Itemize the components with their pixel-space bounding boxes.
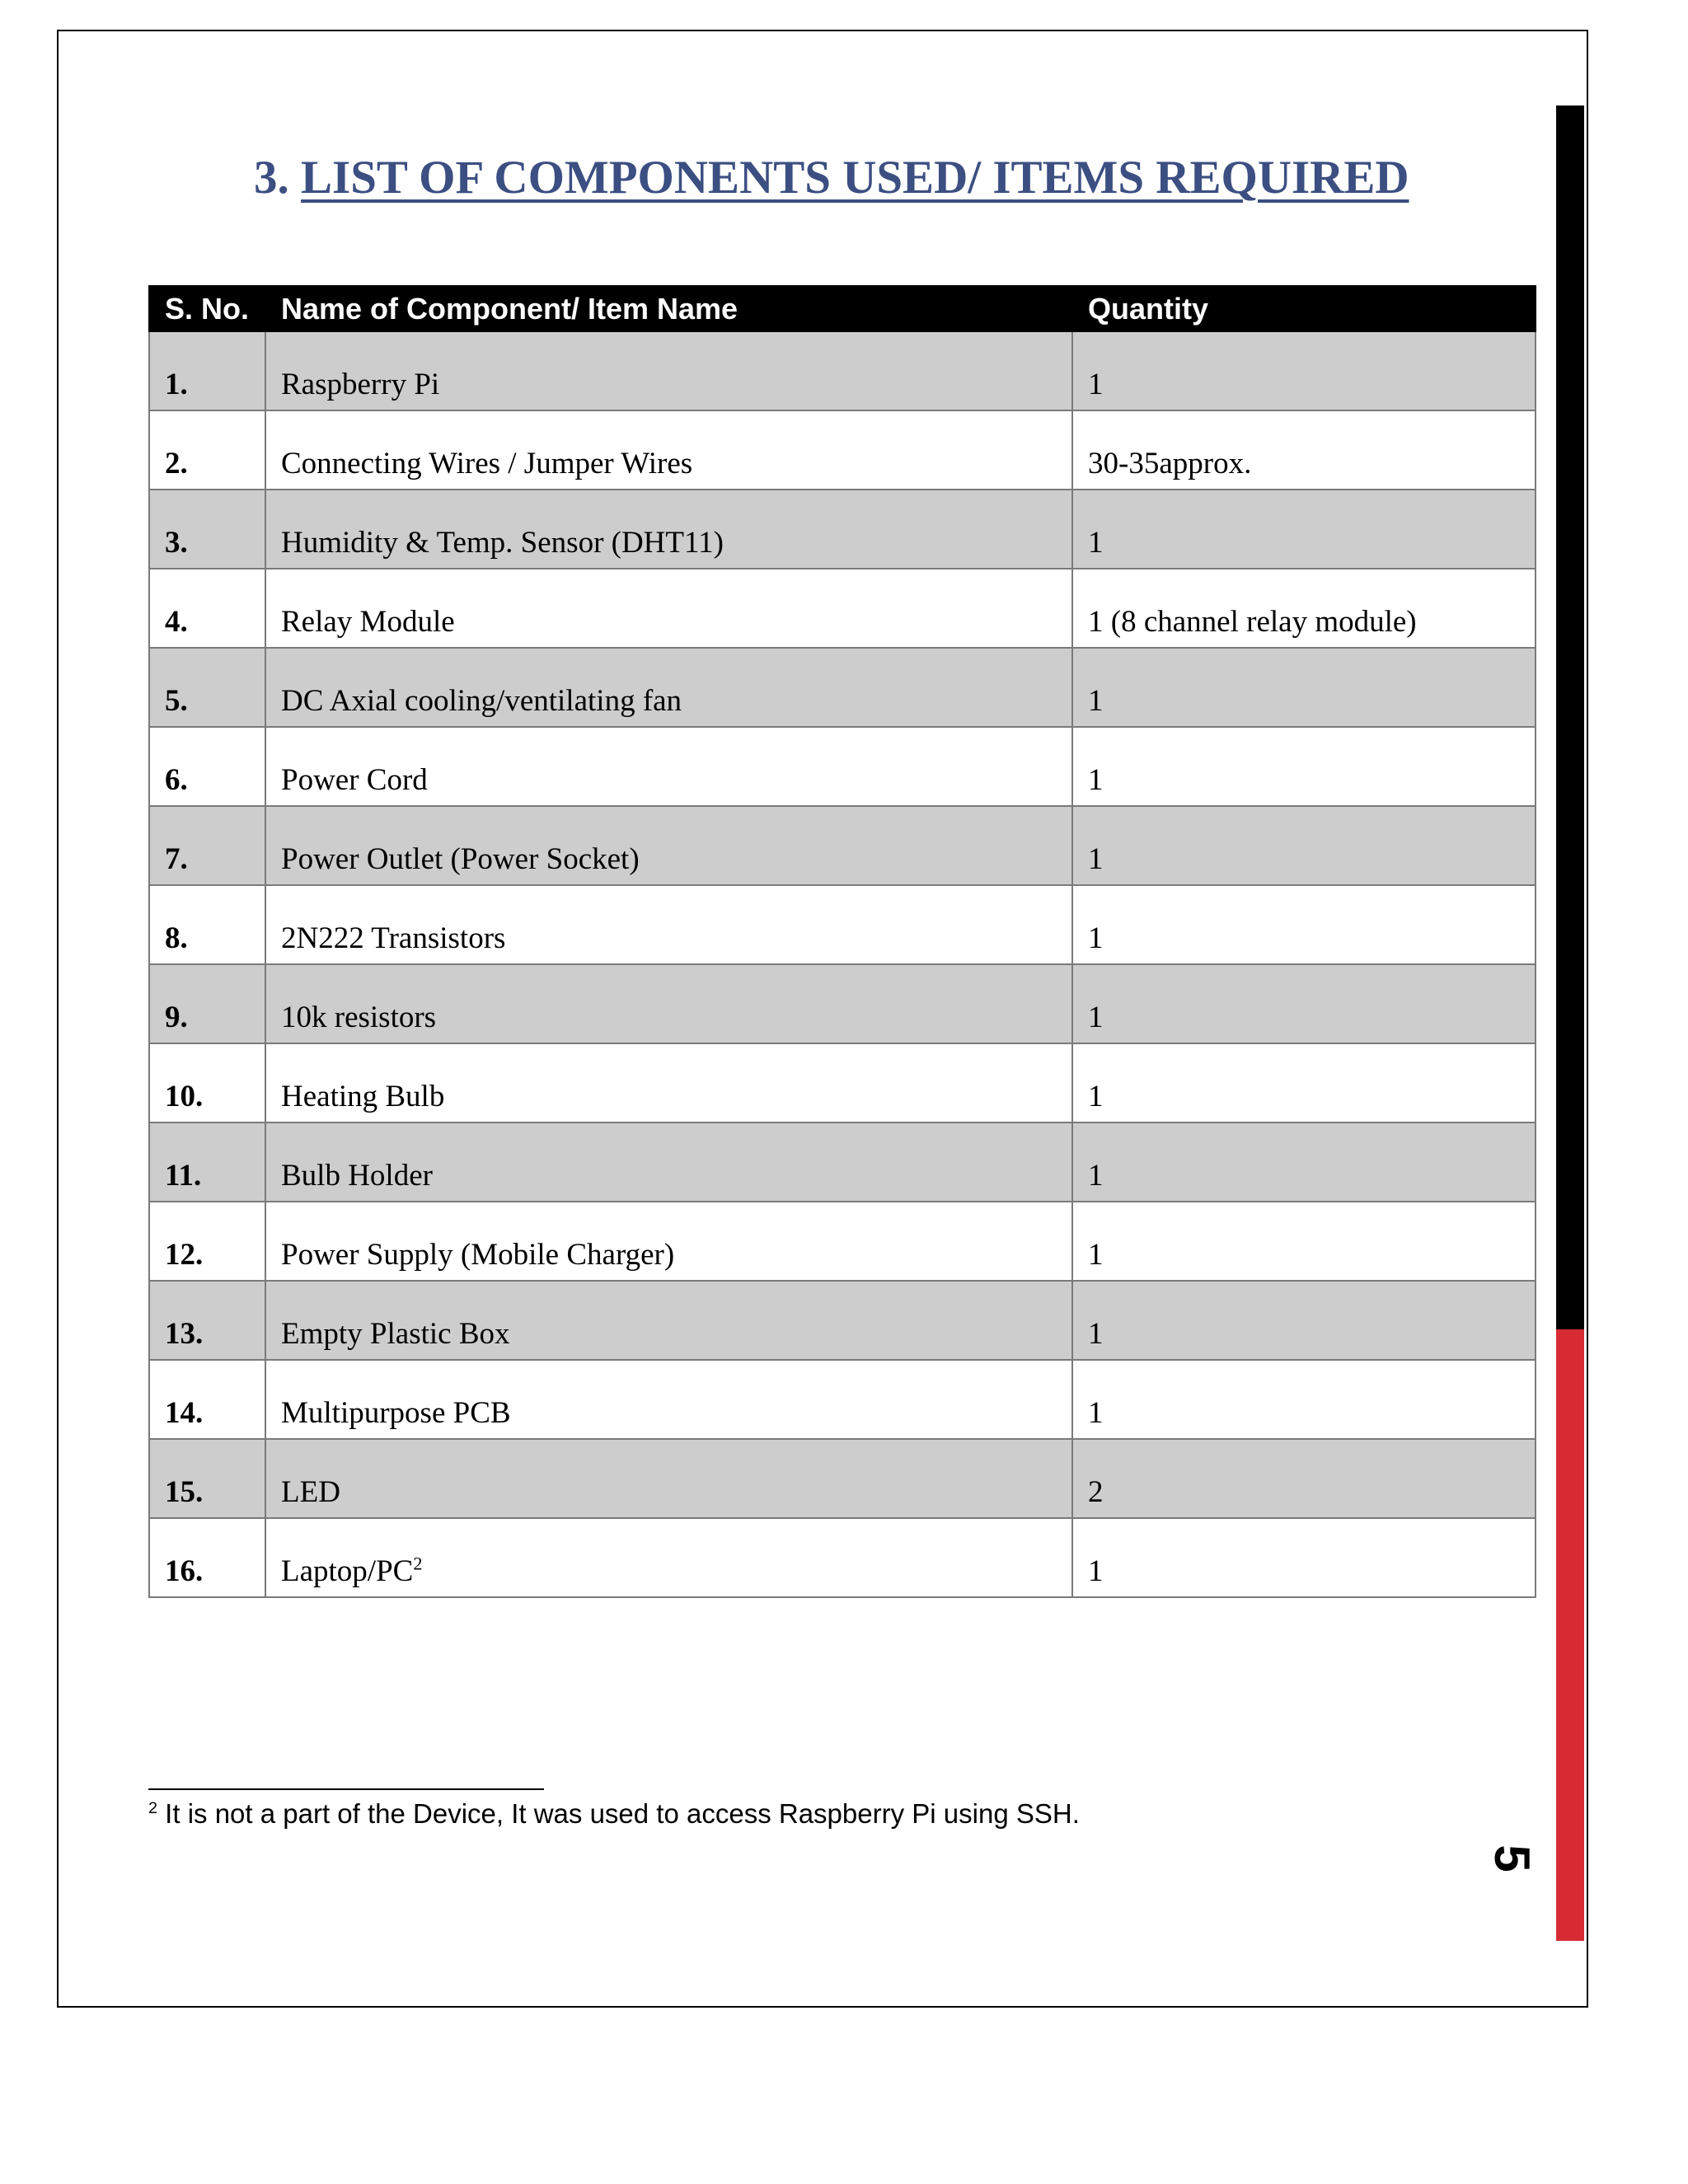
table-row (149, 727, 1536, 806)
row-quantity: 1 (1072, 727, 1536, 806)
table-row (149, 1122, 1536, 1202)
row-sno: 14. (149, 1360, 265, 1439)
row-sno: 3. (149, 490, 265, 569)
table-row (149, 1281, 1536, 1360)
row-name (265, 1281, 1072, 1360)
row-name-text: Power Supply (Mobile Charger) (281, 1238, 675, 1272)
row-name (265, 806, 1072, 885)
row-name-text: Connecting Wires / Jumper Wires (281, 447, 693, 480)
row-name-text: Bulb Holder (281, 1159, 433, 1193)
row-quantity: 1 (1072, 331, 1536, 410)
row-sno: 9. (149, 964, 265, 1043)
row-quantity: 2 (1072, 1439, 1536, 1518)
row-name-text: LED (281, 1475, 340, 1509)
row-name (265, 885, 1072, 964)
table-row (149, 410, 1536, 490)
row-sno: 10. (149, 1043, 265, 1122)
table-row (149, 490, 1536, 569)
row-sno: 13. (149, 1281, 265, 1360)
row-quantity: 1 (1072, 648, 1536, 727)
row-name (265, 569, 1072, 648)
row-name-text: 10k resistors (281, 1001, 437, 1034)
row-name (265, 727, 1072, 806)
side-bar-black (1556, 105, 1584, 1329)
table-row (149, 964, 1536, 1043)
footnote-marker: 2 (148, 1799, 158, 1817)
header-name: Name of Component/ Item Name (265, 286, 1072, 331)
row-name-text: Empty Plastic Box (281, 1317, 510, 1351)
row-name-text: Laptop/PC (281, 1554, 414, 1588)
row-quantity: 30-35approx. (1072, 410, 1536, 490)
table-row (149, 569, 1536, 648)
row-name (265, 1439, 1072, 1518)
row-quantity: 1 (1072, 964, 1536, 1043)
row-name (265, 1122, 1072, 1202)
header-quantity: Quantity (1072, 286, 1536, 331)
row-name-text: DC Axial cooling/ventilating fan (281, 684, 682, 718)
table-row (149, 1518, 1536, 1597)
row-name (265, 331, 1072, 410)
row-sno: 15. (149, 1439, 265, 1518)
row-name-text: Power Outlet (Power Socket) (281, 842, 640, 876)
row-sno: 11. (149, 1122, 265, 1202)
row-sno: 6. (149, 727, 265, 806)
components-table (148, 285, 1536, 1598)
row-name-text: Power Cord (281, 763, 428, 797)
row-name-text: Raspberry Pi (281, 368, 440, 401)
row-quantity: 1 (1072, 806, 1536, 885)
row-name (265, 648, 1072, 727)
section-title: LIST OF COMPONENTS USED/ ITEMS REQUIRED (301, 152, 1409, 204)
row-quantity: 1 (1072, 1360, 1536, 1439)
row-name-text: Multipurpose PCB (281, 1396, 511, 1430)
row-name-text: Relay Module (281, 605, 455, 639)
row-sno: 2. (149, 410, 265, 490)
row-quantity: 1 (1072, 1122, 1536, 1202)
table-row (149, 648, 1536, 727)
footnote (148, 1798, 1080, 1830)
table-row (149, 885, 1536, 964)
row-sno: 7. (149, 806, 265, 885)
table-row (149, 1360, 1536, 1439)
row-sno: 16. (149, 1518, 265, 1597)
row-sno: 8. (149, 885, 265, 964)
table-row (149, 1043, 1536, 1122)
row-quantity: 1 (1072, 490, 1536, 569)
row-quantity: 1 (1072, 885, 1536, 964)
section-heading (254, 145, 1409, 211)
row-name (265, 1043, 1072, 1122)
row-quantity: 1 (1072, 1043, 1536, 1122)
header-sno: S. No. (149, 286, 265, 331)
row-sno: 5. (149, 648, 265, 727)
side-bar-red (1556, 1329, 1584, 1941)
table-row (149, 806, 1536, 885)
table-row (149, 331, 1536, 410)
row-quantity: 1 (1072, 1281, 1536, 1360)
row-quantity: 1 (8 channel relay module) (1072, 569, 1536, 648)
row-name (265, 1202, 1072, 1281)
table-row (149, 1202, 1536, 1281)
row-sno: 1. (149, 331, 265, 410)
row-name (265, 1518, 1072, 1597)
row-name (265, 410, 1072, 490)
row-quantity: 1 (1072, 1202, 1536, 1281)
row-name (265, 1360, 1072, 1439)
section-number: 3. (254, 152, 289, 204)
row-name-text: Heating Bulb (281, 1080, 445, 1113)
page-number: 5 (1484, 1844, 1540, 1872)
row-name (265, 490, 1072, 569)
row-name-text: 2N222 Transistors (281, 921, 506, 955)
footnote-separator (148, 1788, 544, 1790)
row-quantity: 1 (1072, 1518, 1536, 1597)
footnote-text: It is not a part of the Device, It was used to access Raspberry Pi using SSH. (157, 1798, 1080, 1829)
row-sno: 12. (149, 1202, 265, 1281)
table-row (149, 1439, 1536, 1518)
row-sno: 4. (149, 569, 265, 648)
row-name-text: Humidity & Temp. Sensor (DHT11) (281, 526, 724, 560)
table-header-row (149, 286, 1536, 331)
footnote-reference: 2 (413, 1553, 423, 1574)
row-name (265, 964, 1072, 1043)
